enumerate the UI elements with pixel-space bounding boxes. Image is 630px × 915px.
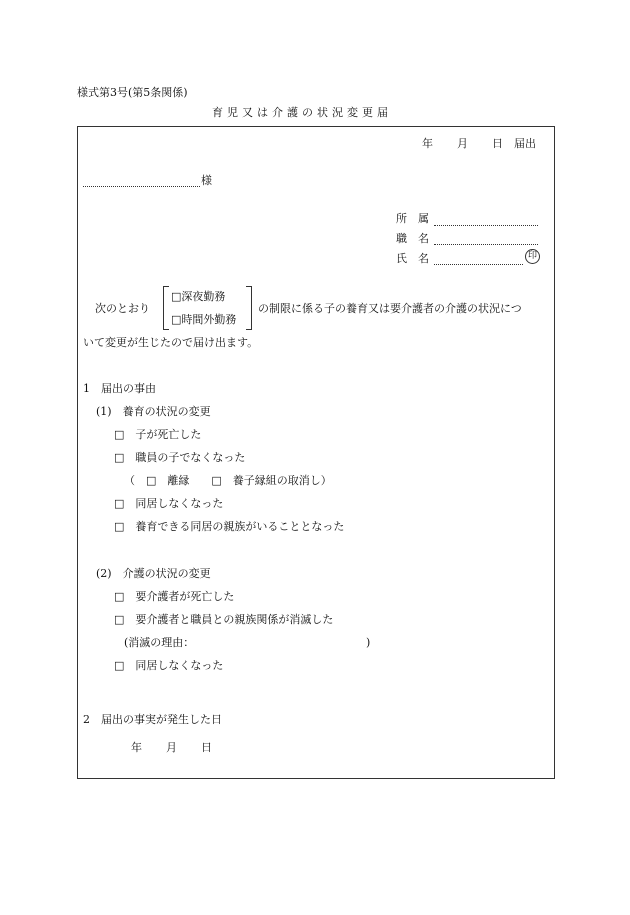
left-bracket <box>163 286 169 330</box>
form-title: 育児又は介護の状況変更届 <box>212 106 392 119</box>
addressee-field[interactable] <box>83 186 200 187</box>
date-day-label: 日 <box>492 137 503 150</box>
section1-heading: 1 届出の事由 <box>83 382 156 395</box>
intro-prefix: 次のとおり <box>95 302 150 315</box>
checkbox-child-died[interactable]: □ 子が死亡した <box>114 428 202 441</box>
checkbox-care-recipient-died[interactable]: □ 要介護者が死亡した <box>114 590 235 603</box>
date-month-label: 月 <box>457 137 468 150</box>
intro-line2: いて変更が生じたので届け出ます。 <box>83 336 259 349</box>
extinction-reason-close: ) <box>366 636 371 649</box>
event-day-label: 日 <box>201 741 212 754</box>
right-bracket <box>246 286 252 330</box>
date-submit-label: 届出 <box>514 137 536 150</box>
section2-heading: 2 届出の事実が発生した日 <box>83 713 222 726</box>
option-overtime-work[interactable]: □時間外勤務 <box>171 313 237 326</box>
checkbox-no-longer-cohabiting[interactable]: □ 同居しなくなった <box>114 497 224 510</box>
checkbox-adoption-reason[interactable]: （ □ 離縁 □ 養子縁組の取消し） <box>124 474 332 487</box>
affiliation-label: 所 属 <box>396 212 429 225</box>
position-field[interactable] <box>434 244 538 245</box>
section1-sub2-heading: (2) 介護の状況の変更 <box>96 567 211 580</box>
checkbox-relationship-ended[interactable]: □ 要介護者と職員との親族関係が消滅した <box>114 613 334 626</box>
name-label: 氏 名 <box>396 252 429 265</box>
intro-suffix: の制限に係る子の養育又は要介護者の介護の状況につ <box>258 302 522 315</box>
option-night-work[interactable]: □深夜勤務 <box>171 290 226 303</box>
checkbox-no-longer-child[interactable]: □ 職員の子でなくなった <box>114 451 246 464</box>
name-field[interactable] <box>434 264 523 265</box>
checkbox-care-no-longer-cohabiting[interactable]: □ 同居しなくなった <box>114 659 224 672</box>
seal-mark: 印 <box>525 249 540 264</box>
extinction-reason-label: (消滅の理由： <box>124 636 195 649</box>
affiliation-field[interactable] <box>434 225 538 226</box>
addressee-honorific: 様 <box>201 174 212 187</box>
form-number: 様式第3号(第5条関係) <box>77 86 188 99</box>
event-year-label: 年 <box>131 741 142 754</box>
position-label: 職 名 <box>396 232 429 245</box>
checkbox-relative-can-care[interactable]: □ 養育できる同居の親族がいることとなった <box>114 520 345 533</box>
section1-sub1-heading: (1) 養育の状況の変更 <box>96 405 211 418</box>
event-month-label: 月 <box>166 741 177 754</box>
date-year-label: 年 <box>422 137 433 150</box>
